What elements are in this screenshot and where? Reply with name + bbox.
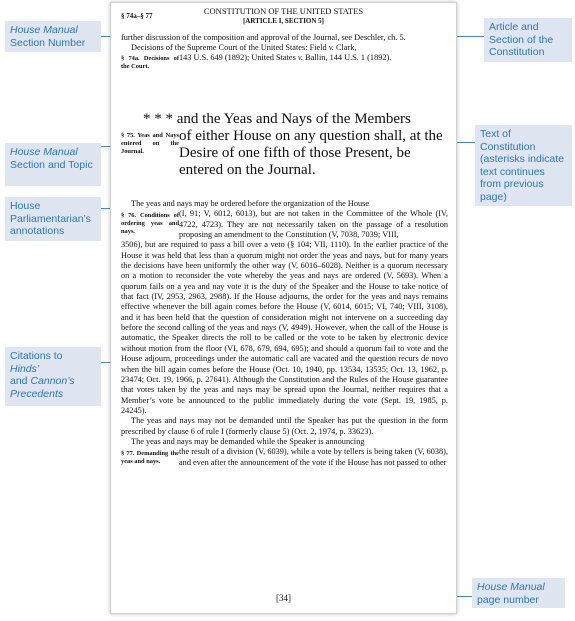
callout-label: Article and Section of the Constitution bbox=[489, 21, 554, 58]
intro-decisions-row bbox=[121, 53, 448, 71]
sidenote-77: § 77. Demanding the yeas and nays. bbox=[121, 450, 179, 466]
header-title: CONSTITUTION OF THE UNITED STATES bbox=[203, 6, 364, 16]
constitution-clause: of either House on any question shall, at the Desire of one fifth of those Present, be entered on the Journal. bbox=[179, 128, 443, 178]
intro-text bbox=[121, 33, 448, 71]
callout-label-italic: Hinds’ bbox=[10, 362, 40, 375]
callout-label-italic: House Manual bbox=[10, 24, 78, 36]
constitution-text bbox=[121, 111, 448, 179]
callout-constitution-text bbox=[475, 125, 572, 206]
intro-citation bbox=[179, 53, 448, 71]
intro-line: further discussion of the composition and approval of the Journal, see Deschler, ch. 5. bbox=[121, 33, 406, 42]
callout-label-italic: Precedents bbox=[10, 387, 64, 400]
callout-label: Section Number bbox=[10, 36, 86, 49]
annotation-para: The yeas and nays may not be demanded until the Speaker has put the question in the form prescribed by clause 6 of rule I (formerly clause 5) (Oct. 2, 1974, p. 33623). bbox=[121, 416, 448, 436]
annotation-para: (I, 91; V, 6012, 6013), but are not taken in the Committee of the Whole (IV, 4722, 4723). They are not necessarily taken on the passage of a resolution proposing an amendment to the Constitution (V, 7038, 7039; VIII, bbox=[179, 209, 448, 240]
callout-label-italic: House Manual bbox=[477, 581, 545, 593]
intro-text-span: Decisions of the Supreme Court of the United States: Field bbox=[131, 43, 327, 53]
intro-text-span: 143 U.S. 649 (1892); United States bbox=[179, 53, 296, 63]
page-number: [34] bbox=[276, 593, 291, 603]
callout-article-section bbox=[484, 18, 572, 62]
annotation-text bbox=[121, 199, 448, 468]
intro-versus: v. bbox=[297, 53, 304, 63]
callout-label-italic: House Manual bbox=[10, 146, 78, 158]
callout-section-number bbox=[5, 21, 101, 52]
callout-label: page number bbox=[477, 593, 539, 606]
intro-versus: v. bbox=[328, 43, 334, 53]
callout-label: Citations to bbox=[10, 350, 63, 362]
callout-citations bbox=[5, 347, 101, 406]
annotation-para: 3506), but are required to pass a bill over a veto (§ 104; VII, 1110). In the earlier practice of the House it was held that less than a quorum might not order the yeas and nays, but for many years the decisions have been uniformly the other way (V, 6016–6028). Neither is a quorum necessary on a motion to reconsider the vote whereby the yeas and nays are ordered (V, 5693). When a quorum fails on a yea and nay vote it is the duty of the Speaker and the House to take notice of that fact (IV, 2953, 2963, 2988). If the House adjourns, the order for the yeas and nays remains effective whenever the bill again comes before the House (V, 6014, 6015; VI, 740; VIII, 3108), and it has been held that the question of consideration might not intervene on a succeeding day before the second calling of the yeas and nays (V, 4949). However, when the call of the House is automatic, the Speaker directs the roll to be called or the vote to be taken by electronic device without motion from the floor (VI, 678, 679, 694, 695); and should a quorum fail to vote and the House adjourn, proceedings under the automatic call are vacated and the question recurs de novo when the bill again comes before the House (Oct. 10, 1940, pp. 13534, 13535; Oct. 13, 1962, p. 23474; Oct. 19, 1966, p. 27641). Although the Constitution and the Rules of the House guarantee that votes taken by the yeas and nays may be spread upon the Journal, neither requires that a Member’s vote be announced to the public immediately during the vote (Sept. 19, 1985, p. 24245). bbox=[121, 240, 448, 415]
annotation-para: the result of a division (V, 6039), while a vote by tellers is being taken (V, 6038), and even after the announcement of the vote if the House has not passed to other bbox=[179, 447, 448, 467]
callout-page-number bbox=[472, 578, 565, 608]
callout-label: and bbox=[10, 375, 28, 387]
intro-decisions bbox=[121, 43, 448, 53]
sidenote-75: § 75. Yeas and Nays entered on the Journal. bbox=[121, 132, 179, 155]
annotation-para: The yeas and nays may be ordered before the organization of the House bbox=[131, 199, 370, 208]
callout-section-topic bbox=[5, 143, 101, 186]
callout-label: House Parliamentarian’s annotations bbox=[10, 200, 91, 237]
manual-page bbox=[110, 2, 457, 614]
constitution-asterisk-line: * * * and the Yeas and Nays of the Members bbox=[143, 111, 411, 127]
constitution-row bbox=[121, 128, 448, 179]
callout-label-italic: Cannon’s bbox=[30, 375, 75, 387]
intro-text-span: Clark, bbox=[335, 43, 357, 53]
annotation-row bbox=[121, 447, 448, 468]
annotation-para: The yeas and nays may be demanded while the Speaker is announcing bbox=[131, 436, 365, 446]
annotation-row bbox=[121, 209, 448, 240]
callout-label: Section and Topic bbox=[10, 158, 93, 171]
sidenote-74a: § 74a. Decisions of the Court. bbox=[121, 55, 179, 71]
intro-text-span: Ballin, 144 U.S. 1 (1892). bbox=[305, 53, 392, 63]
sidenote-76: § 76. Conditions of ordering yeas and nays. bbox=[121, 212, 179, 235]
page-header bbox=[111, 6, 456, 26]
callout-label: Text of Constitution (asterisks indicate text continues from previous page) bbox=[480, 128, 565, 203]
section-reference: § 74a–§ 77 bbox=[121, 12, 153, 20]
header-subtitle: [ARTICLE I, SECTION 5] bbox=[242, 17, 325, 25]
callout-parliamentarian bbox=[5, 197, 101, 241]
